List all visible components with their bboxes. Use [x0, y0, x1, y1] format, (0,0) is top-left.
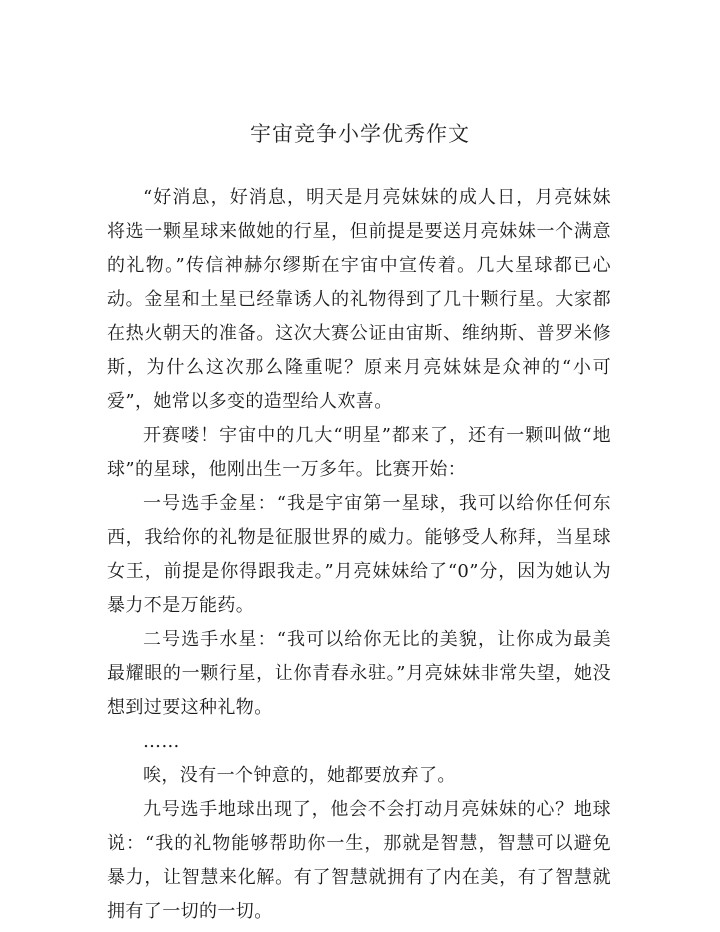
- paragraph-contest-start: 开赛喽！宇宙中的几大“明星”都来了，还有一颗叫做“地球”的星球，他刚出生一万多年。比赛开始：: [107, 425, 611, 480]
- paragraph-announcement: “好消息，好消息，明天是月亮妹妹的成人日，月亮妹妹将选一颗星球来做她的行星，但前提是要送月亮妹妹一个满意的礼物。”传信神赫尔缪斯在宇宙中宣传着。几大星球都已心动。金星和土星已经靠诱人的礼物得到了几十颗行星。大家都在热火朝天的准备。这次大赛公证由宙斯、维纳斯、普罗米修斯，为什么这次那么隆重呢？原来月亮妹妹是众神的“小可爱”，她常以多变的造型给人欢喜。: [107, 187, 611, 412]
- document-body: [107, 181, 611, 929]
- paragraph-mercury: 二号选手水星：“我可以给你无比的美貌，让你成为最美最耀眼的一颗行星，让你青春永驻。”月亮妹妹非常失望，她没想到过要这种礼物。: [107, 629, 611, 718]
- paragraph-sigh: 唉，没有一个钟意的，她都要放弃了。: [143, 765, 456, 786]
- paragraph-earth: 九号选手地球出现了，他会不会打动月亮妹妹的心？地球说：“我的礼物能够帮助你一生，那就是智慧，智慧可以避免暴力，让智慧来化解。有了智慧就拥有了内在美，有了智慧就拥有了一切的一切。: [107, 799, 611, 922]
- document-title: 宇宙竞争小学优秀作文: [250, 122, 470, 146]
- paragraph-ellipsis: ……: [143, 731, 180, 752]
- paragraph-venus: 一号选手金星：“我是宇宙第一星球，我可以给你任何东西，我给你的礼物是征服世界的威力。能够受人称拜，当星球女王，前提是你得跟我走。”月亮妹妹给了“0”分，因为她认为暴力不是万能药。: [107, 493, 611, 616]
